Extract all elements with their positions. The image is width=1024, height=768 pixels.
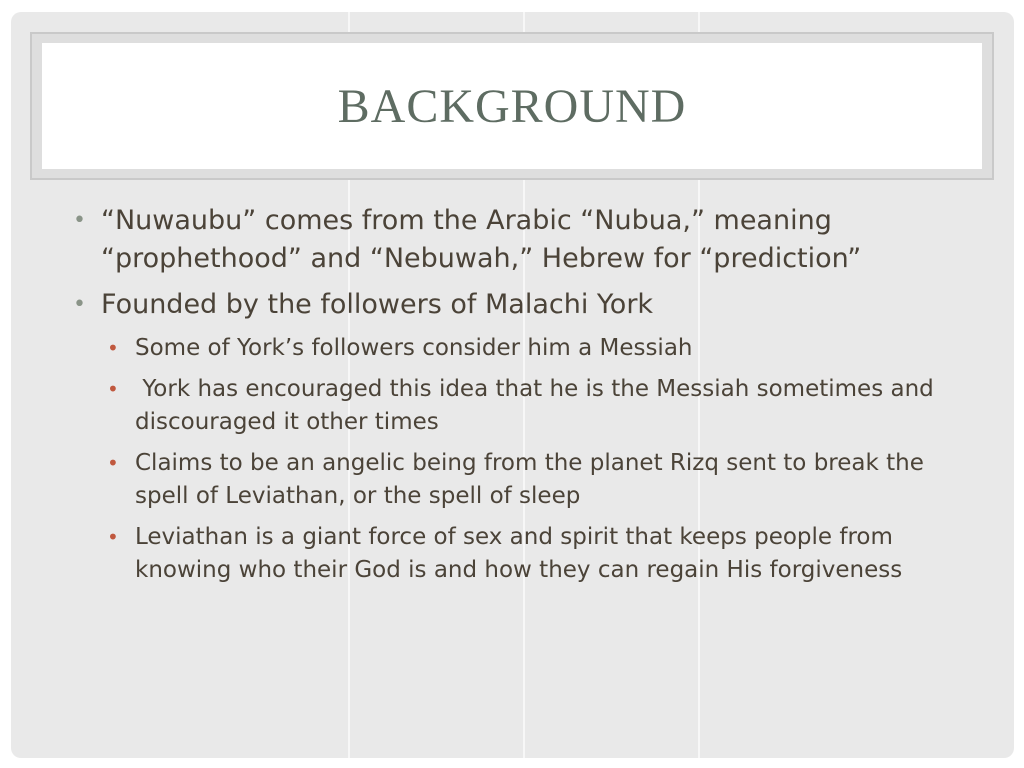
bullet-item bbox=[73, 286, 973, 324]
sub-bullet-text: Leviathan is a giant force of sex and spirit that keeps people from knowing who their God is and how they can regain His forgiveness bbox=[135, 524, 903, 583]
bullet-text: “Nuwaubu” comes from the Arabic “Nubua,” meaning “prophethood” and “Nebuwah,” Hebrew for “prediction” bbox=[101, 205, 862, 274]
slide-content bbox=[73, 202, 973, 595]
sub-bullet-item bbox=[73, 521, 973, 587]
slide bbox=[11, 12, 1014, 758]
bullet-text: Founded by the followers of Malachi York bbox=[101, 289, 654, 320]
slide-title: BACKGROUND bbox=[337, 79, 687, 133]
sub-bullet-dot-icon: • bbox=[107, 336, 119, 360]
sub-bullet-item bbox=[73, 332, 973, 365]
sub-bullet-text: Some of York’s followers consider him a Messiah bbox=[135, 335, 693, 361]
sub-bullet-dot-icon: • bbox=[107, 525, 119, 549]
bullet-item bbox=[73, 202, 973, 278]
sub-bullet-item bbox=[73, 447, 973, 513]
title-frame bbox=[30, 32, 994, 180]
sub-bullet-text: Claims to be an angelic being from the planet Rizq sent to break the spell of Leviathan, or the spell of sleep bbox=[135, 450, 924, 509]
bullet-dot-icon: • bbox=[73, 208, 86, 233]
sub-bullet-item bbox=[73, 373, 973, 439]
sub-bullet-dot-icon: • bbox=[107, 451, 119, 475]
bullet-list bbox=[73, 202, 973, 587]
bullet-dot-icon: • bbox=[73, 292, 86, 317]
sub-bullet-text: York has encouraged this idea that he is the Messiah sometimes and discouraged it other times bbox=[135, 376, 942, 435]
title-box bbox=[42, 43, 982, 169]
sub-bullet-dot-icon: • bbox=[107, 377, 119, 401]
